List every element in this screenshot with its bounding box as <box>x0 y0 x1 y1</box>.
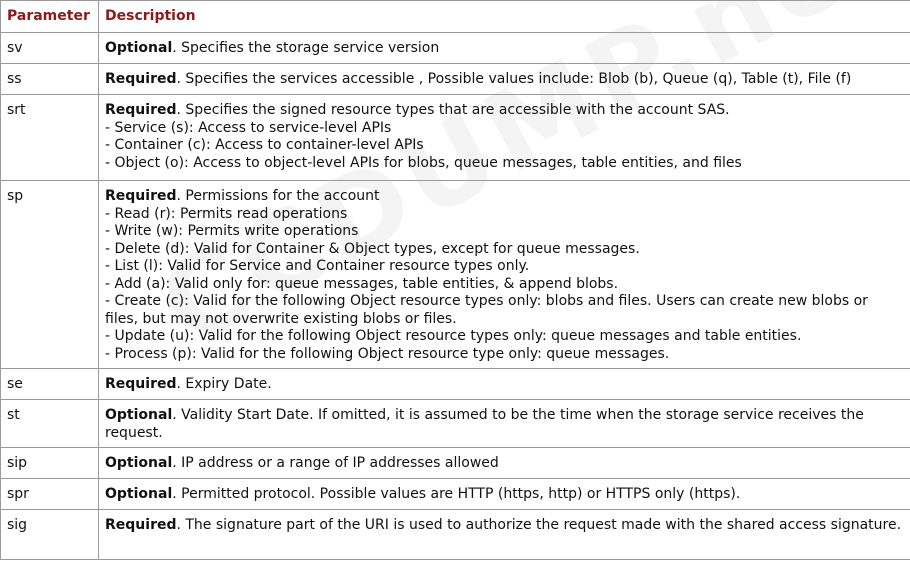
requirement-keyword: Required <box>105 102 177 118</box>
description-line-text: . Permitted protocol. Possible values are HTTP (https, http) or HTTPS only (https). <box>172 486 741 502</box>
parameter-cell: sp <box>1 181 99 369</box>
parameter-cell: spr <box>1 479 99 510</box>
parameter-cell: se <box>1 369 99 400</box>
description-line <box>105 155 904 173</box>
parameter-cell: st <box>1 400 99 448</box>
parameter-cell: sig <box>1 510 99 560</box>
table-row <box>1 181 910 369</box>
description-line <box>105 206 904 224</box>
requirement-keyword: Required <box>105 517 177 533</box>
requirement-keyword: Required <box>105 188 177 204</box>
description-text <box>105 40 904 58</box>
description-line-text: - Update (u): Valid for the following Object resource types only: queue messages and table entities. <box>105 328 802 344</box>
requirement-keyword: Optional <box>105 407 173 423</box>
description-line-text: . Specifies the storage service version <box>172 40 440 56</box>
description-line-text: - Service (s): Access to service-level APIs <box>105 119 392 136</box>
parameter-cell: sv <box>1 33 99 64</box>
requirement-keyword: Optional <box>105 40 173 56</box>
description-line-text: - Object (o): Access to object-level APIs for blobs, queue messages, table entities, and files <box>105 154 742 171</box>
description-line <box>105 258 904 276</box>
description-line-text: - Process (p): Valid for the following Object resource type only: queue messages. <box>105 345 670 362</box>
description-line-text: . Permissions for the account <box>176 188 380 204</box>
description-line-text: - Container (c): Access to container-level APIs <box>105 137 424 153</box>
description-line-text: - Create (c): Valid for the following Object resource types only: blobs and files. Users can create new blobs or files, but may not overwrite existing blobs or files. <box>105 293 868 327</box>
description-line-text: - Delete (d): Valid for Container & Object types, except for queue messages. <box>105 240 640 257</box>
requirement-keyword: Required <box>105 376 177 392</box>
table-row <box>1 448 910 479</box>
description-text <box>105 102 904 120</box>
table-row <box>1 479 910 510</box>
description-line-text: - List (l): Valid for Service and Container resource types only. <box>105 258 530 274</box>
description-line <box>105 137 904 155</box>
description-line-text: . Specifies the services accessible , Possible values include: Blob (b), Queue (q), Table (t), File (f) <box>176 71 852 87</box>
table-row <box>1 510 910 560</box>
table-row <box>1 400 910 448</box>
description-line-text: . The signature part of the URI is used to authorize the request made with the shared access signature. <box>176 517 902 533</box>
description-line-text: - Add (a): Valid only for: queue messages, table entities, & append blobs. <box>105 275 619 292</box>
description-line <box>105 223 904 241</box>
description-line-text: . Expiry Date. <box>176 376 272 392</box>
parameter-cell: sip <box>1 448 99 479</box>
description-line-text: - Read (r): Permits read operations <box>105 205 348 222</box>
table-row <box>1 95 910 181</box>
description-text <box>105 517 904 535</box>
description-line <box>105 120 904 138</box>
requirement-keyword: Optional <box>105 455 173 471</box>
description-cell <box>99 479 910 510</box>
description-line-text: . IP address or a range of IP addresses allowed <box>172 455 499 471</box>
table-row <box>1 33 910 64</box>
description-text <box>105 188 904 206</box>
description-cell <box>99 64 910 95</box>
description-text <box>105 71 904 89</box>
description-line-text: - Write (w): Permits write operations <box>105 223 359 239</box>
description-cell <box>99 95 910 181</box>
description-line <box>105 346 904 364</box>
description-line <box>105 276 904 294</box>
description-cell <box>99 181 910 369</box>
description-cell <box>99 510 910 560</box>
description-line <box>105 328 904 346</box>
table-body <box>1 33 910 560</box>
requirement-keyword: Optional <box>105 486 173 502</box>
table-row <box>1 369 910 400</box>
table-header-row <box>1 1 910 33</box>
parameter-cell: ss <box>1 64 99 95</box>
description-text <box>105 407 904 442</box>
table-row <box>1 64 910 95</box>
column-header-description: Description <box>99 1 910 33</box>
description-line-text: . Validity Start Date. If omitted, it is assumed to be the time when the storage service receives the request. <box>105 407 864 441</box>
parameter-cell: srt <box>1 95 99 181</box>
description-text <box>105 486 904 504</box>
description-line <box>105 293 904 328</box>
description-cell <box>99 33 910 64</box>
description-cell <box>99 400 910 448</box>
description-text <box>105 376 904 394</box>
column-header-parameter: Parameter <box>1 1 99 33</box>
description-cell <box>99 369 910 400</box>
description-text <box>105 455 904 473</box>
description-cell <box>99 448 910 479</box>
requirement-keyword: Required <box>105 71 177 87</box>
description-line-text: . Specifies the signed resource types that are accessible with the account SAS. <box>176 102 730 118</box>
description-line <box>105 241 904 259</box>
